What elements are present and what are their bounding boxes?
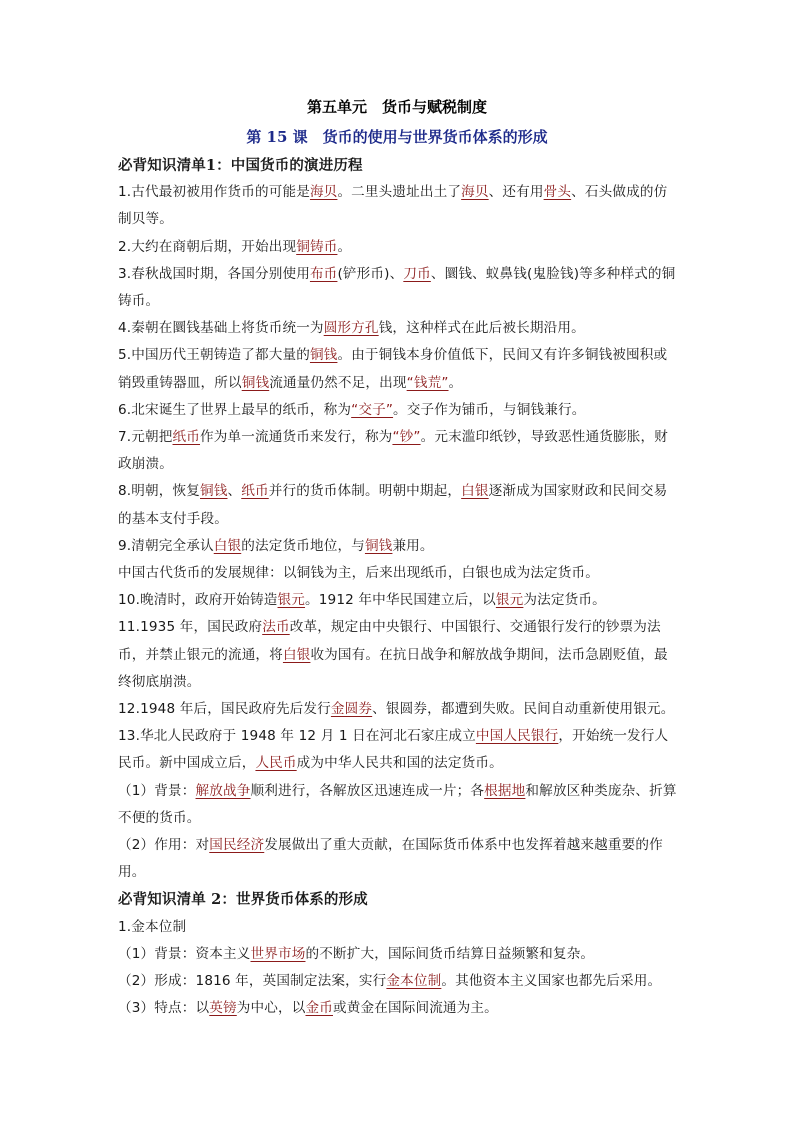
key-term: 铜钱 <box>364 537 393 554</box>
lesson-title: 第 15 课 货币的使用与世界货币体系的形成 <box>246 128 548 146</box>
text-run: 5.中国历代王朝铸造了都大量的 <box>118 347 310 364</box>
paragraph <box>118 424 678 478</box>
paragraph <box>118 914 678 941</box>
key-term: 金圆券 <box>330 701 373 718</box>
text-run: 。交子作为铺币，与铜钱兼行。 <box>393 401 586 418</box>
key-term: 金本位制 <box>386 973 442 990</box>
text-run: 为法定货币。 <box>523 592 606 609</box>
text-run: 作为单一流通货币来发行，称为 <box>200 429 393 446</box>
text-run: 10.晚清时，政府开始铸造 <box>118 592 278 609</box>
text-run: 发展做出了重大贡献，在国际货币体系中也发挥着越来越重要的作用。 <box>118 837 663 881</box>
text-run: （1）背景：资本主义 <box>118 945 251 962</box>
key-term: 白银 <box>213 537 242 554</box>
text-run: 并行的货币体制。明朝中期起， <box>268 483 462 500</box>
text-run: 3.春秋战国时期，各国分别使用 <box>118 265 310 282</box>
text-run: 的法定货币地位，与 <box>241 537 365 554</box>
text-run: 、银圆券，都遭到失败。民间自动重新使用银元。 <box>372 701 675 718</box>
paragraph <box>118 614 678 696</box>
key-term: 铜钱 <box>309 347 338 364</box>
text-run: 。 <box>337 238 352 255</box>
key-term: 铜钱 <box>241 374 270 391</box>
text-run: 、 <box>227 483 242 500</box>
unit-title: 第五单元 货币与赋税制度 <box>306 98 487 116</box>
key-term: 银元 <box>495 592 524 609</box>
key-term: 根据地 <box>484 782 526 799</box>
key-term: 圆形方孔 <box>323 320 379 337</box>
text-run: 1.金本位制 <box>118 918 187 935</box>
key-term: 中国人民银行 <box>475 728 559 745</box>
text-run: 逐渐成为国家财政和民间交易的基本支付手段。 <box>118 483 668 527</box>
text-run: 必背知识清单1：中国货币的演进历程 <box>118 157 363 174</box>
key-term: 海贝 <box>309 184 338 201</box>
key-term: 金币 <box>305 1000 333 1017</box>
paragraph <box>118 696 678 723</box>
section-heading <box>118 152 678 179</box>
text-run: 为中心，以 <box>236 1000 306 1017</box>
paragraph <box>118 832 678 886</box>
text-run: 。1912 年中华民国建立后，以 <box>305 592 496 609</box>
text-run: 2.大约在商朝后期，开始出现 <box>118 238 297 255</box>
text-run: 顺利进行，各解放区迅速连成一片；各 <box>250 782 485 799</box>
paragraph <box>118 941 678 968</box>
document-body <box>118 152 678 1023</box>
key-term: 法币 <box>262 619 290 636</box>
text-run: 11.1935 年，国民政府 <box>118 619 263 636</box>
key-term: 纸币 <box>172 429 201 446</box>
text-run: 或黄金在国际间流通为主。 <box>332 1000 498 1017</box>
key-term: 刀币 <box>403 265 431 282</box>
key-term: 白银 <box>461 483 489 500</box>
key-term: “交子” <box>351 401 394 418</box>
text-run: （2）形成：1816 年，英国制定法案，实行 <box>118 973 387 990</box>
key-term: 白银 <box>282 646 311 663</box>
paragraph <box>118 587 678 614</box>
key-term: 布币 <box>309 265 338 282</box>
key-term: 纸币 <box>241 483 269 500</box>
text-run: 1.古代最初被用作货币的可能是 <box>118 184 310 201</box>
text-run: 和解放区种类庞杂、折算不便的货币。 <box>118 782 677 826</box>
text-run: 成为中华人民共和国的法定货币。 <box>296 755 503 772</box>
text-run: 必背知识清单 2：世界货币体系的形成 <box>118 891 368 909</box>
text-run: 12.1948 年后，国民政府先后发行 <box>118 701 331 718</box>
key-term: 国民经济 <box>209 837 265 854</box>
text-run: 。元末滥印纸钞，导致恶性通货膨胀，财政崩溃。 <box>118 429 668 473</box>
text-run: 、石头做成的仿制贝等。 <box>118 184 668 228</box>
paragraph <box>118 342 678 396</box>
text-run: 的不断扩大，国际间货币结算日益频繁和复杂。 <box>305 945 595 962</box>
text-run: 改革，规定由中央银行、中国银行、交通银行发行的钞票为法币，并禁止银元的流通，将 <box>118 619 661 663</box>
paragraph <box>118 723 678 777</box>
paragraph <box>118 315 678 342</box>
paragraph <box>118 533 678 560</box>
paragraph <box>118 478 678 532</box>
paragraph <box>118 560 678 587</box>
section-heading <box>118 886 678 913</box>
text-run: 。其他资本主义国家也都先后采用。 <box>441 973 662 990</box>
key-term: 世界市场 <box>250 945 306 962</box>
text-run: 6.北宋诞生了世界上最早的纸币，称为 <box>118 401 352 418</box>
paragraph <box>118 995 678 1022</box>
key-term: “钞” <box>392 429 421 446</box>
text-run: (铲形币)、 <box>337 265 404 282</box>
text-run: 、还有用 <box>488 184 544 201</box>
key-term: 铜铸币 <box>296 238 338 255</box>
text-run: （3）特点：以 <box>118 1000 210 1017</box>
text-run: 4.秦朝在圜钱基础上将货币统一为 <box>118 320 324 337</box>
paragraph <box>118 968 678 995</box>
text-run: （2）作用：对 <box>118 837 210 854</box>
paragraph <box>118 261 678 315</box>
paragraph <box>118 778 678 832</box>
text-run: ，开始统一发行人民币。新中国成立后， <box>118 728 669 772</box>
key-term: 银元 <box>277 592 306 609</box>
text-run: （1）背景： <box>118 782 196 799</box>
paragraph <box>118 234 678 261</box>
text-run: 7.元朝把 <box>118 429 173 446</box>
key-term: 人民币 <box>255 755 297 772</box>
paragraph <box>118 397 678 424</box>
text-run: 流通量仍然不足，出现 <box>269 374 407 391</box>
key-term: 解放战争 <box>195 782 251 799</box>
key-term: 海贝 <box>461 184 489 201</box>
text-run: 。 <box>448 374 463 391</box>
text-run: 、圜钱、蚁鼻钱(鬼脸钱)等多种样式的铜铸币。 <box>118 265 676 310</box>
text-run: 兼用。 <box>392 537 434 554</box>
key-term: 骨头 <box>543 184 572 201</box>
text-run: 13.华北人民政府于 1948 年 12 月 1 日在河北石家庄成立 <box>118 728 476 745</box>
text-run: 。二里头遗址出土了 <box>337 184 462 201</box>
text-run: 9.清朝完全承认 <box>118 537 214 554</box>
paragraph <box>118 179 678 233</box>
key-term: 铜钱 <box>200 483 228 500</box>
text-run: 收为国有。在抗日战争和解放战争期间，法币急剧贬值，最终彻底崩溃。 <box>118 646 668 690</box>
text-run: 中国古代货币的发展规律：以铜钱为主，后来出现纸币，白银也成为法定货币。 <box>118 565 600 582</box>
key-term: 英镑 <box>209 1000 237 1017</box>
text-run: 。由于铜钱本身价值低下，民间又有许多铜钱被囤积或销毁重铸器皿，所以 <box>118 347 668 391</box>
text-run: 钱，这种样式在此后被长期沿用。 <box>378 320 585 337</box>
text-run: 8.明朝，恢复 <box>118 483 200 500</box>
key-term: “钱荒” <box>406 374 449 391</box>
